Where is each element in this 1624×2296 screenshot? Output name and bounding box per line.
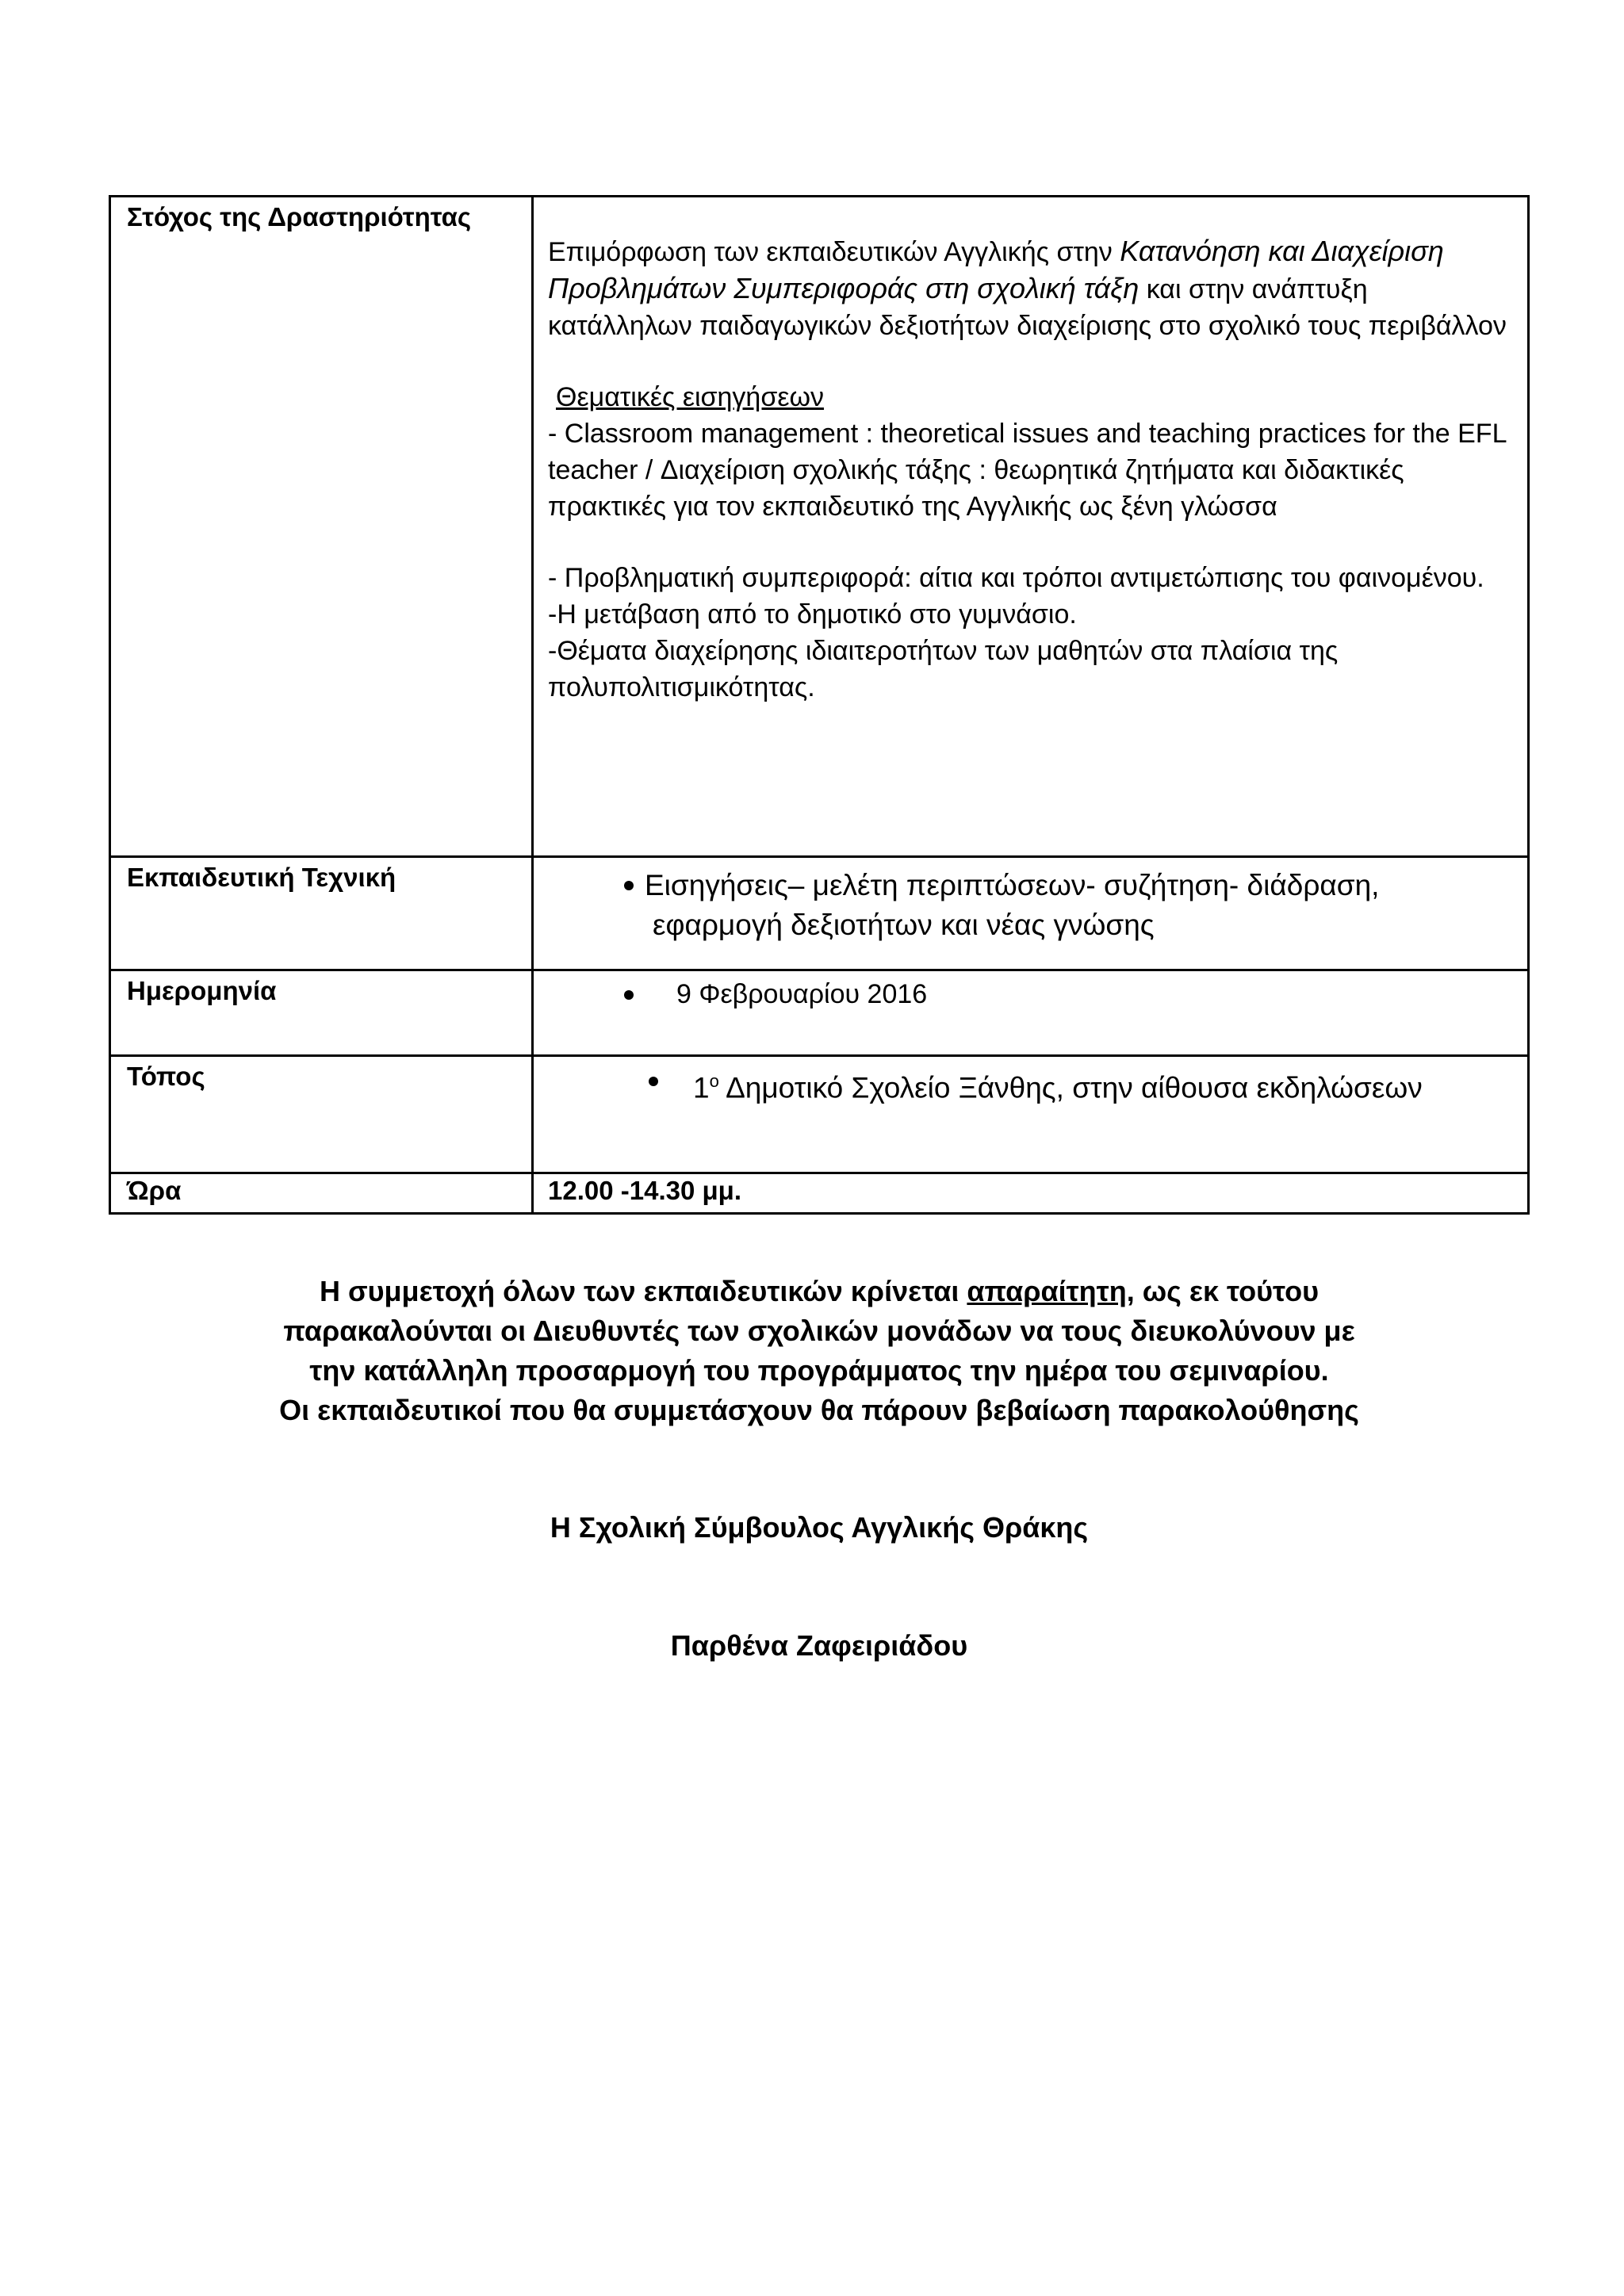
time-cell [533, 1173, 1529, 1214]
objective-label-cell [110, 197, 533, 857]
bullet-icon [624, 881, 634, 890]
time-label: Ώρα [127, 1176, 182, 1205]
advisor-title: Η Σχολική Σύμβουλος Αγγλικής Θράκης [550, 1511, 1089, 1544]
topic-1: - Classroom management : theoretical issues and teaching practices for the EFL teacher / Διαχείριση σχολικής τάξης : θεωρητικά ζητήματα και διδακτικές πρακτικές για τον εκπαιδευτικό της Αγγλικής ως ξένη γλώσσα [548, 419, 1507, 522]
bullet-icon [649, 1077, 658, 1086]
notice-line-3: την κατάλληλη προσαρμογή του προγράμματος την ημέρα του σεμιναρίου. [309, 1354, 1329, 1387]
time-label-cell [110, 1173, 533, 1214]
notice-line-2: παρακαλούνται οι Διευθυντές των σχολικών μονάδων να τους διευκολύνουν με [283, 1314, 1355, 1347]
place-value: $1^o$ Δημοτικό Σχολείο Ξάνθης, στην αίθουσα εκδηλώσεων [693, 1071, 1423, 1104]
topics-heading: Θεματικές εισηγήσεων [556, 382, 825, 412]
topic-3: -Η μετάβαση από το δημοτικό στο γυμνάσιο. [548, 599, 1077, 629]
objective-content-cell [533, 197, 1529, 857]
date-label: Ημερομηνία [127, 976, 277, 1005]
topic-2: - Προβληματική συμπεριφορά: αίτια και τρόποι αντιμετώπισης του φαινομένου. [548, 563, 1484, 593]
signer-name: Παρθένα Ζαφειριάδου [670, 1629, 968, 1662]
technique-value: Εισηγήσεις– μελέτη περιπτώσεων- συζήτηση- διάδραση, εφαρμογή δεξιοτήτων και νέας γνώσης [645, 869, 1380, 941]
table-row-time [110, 1173, 1529, 1214]
objective-label: Στόχος της Δραστηριότητας [127, 202, 472, 232]
date-label-cell [110, 970, 533, 1056]
technique-label: Εκπαιδευτική Τεχνική [127, 863, 396, 892]
info-table [109, 195, 1530, 1215]
place-label: Τόπος [127, 1062, 205, 1091]
place-cell [533, 1056, 1529, 1173]
technique-label-cell [110, 857, 533, 970]
objective-italic: Κατανόηση και Διαχείριση Προβλημάτων Συμπεριφοράς στη σχολική τάξη [548, 235, 1444, 304]
table-row-technique [110, 857, 1529, 970]
table-row-place [110, 1056, 1529, 1173]
topic-4: -Θέματα διαχείρησης ιδιαιτεροτήτων των μαθητών στα πλαίσια της πολυπολιτισμικότητας. [548, 636, 1339, 702]
notice-line-4: Οι εκπαιδευτικοί που θα συμμετάσχουν θα πάρουν βεβαίωση παρακολούθησης [279, 1394, 1359, 1426]
date-cell [533, 970, 1529, 1056]
place-label-cell [110, 1056, 533, 1173]
technique-cell [533, 857, 1529, 970]
time-value: 12.00 -14.30 μμ. [548, 1176, 742, 1205]
table-row-objective [110, 197, 1529, 857]
table-row-date [110, 970, 1529, 1056]
bullet-icon [624, 990, 634, 1000]
closing-notice [109, 1272, 1530, 1430]
date-value: 9 Φεβρουαρίου 2016 [676, 979, 928, 1009]
objective-intro: Επιμόρφωση των εκπαιδευτικών Αγγλικής στην Κατανόηση και Διαχείριση Προβλημάτων Συμπεριφοράς στη σχολική τάξη και στην ανάπτυξη κατάλληλων παιδαγωγικών δεξιοτήτων διαχείρισης στο σχολικό τους περιβάλλον [548, 235, 1507, 341]
notice-line-1: Η συμμετοχή όλων των εκπαιδευτικών κρίνεται απαραίτητη, ως εκ τούτου [319, 1275, 1320, 1307]
